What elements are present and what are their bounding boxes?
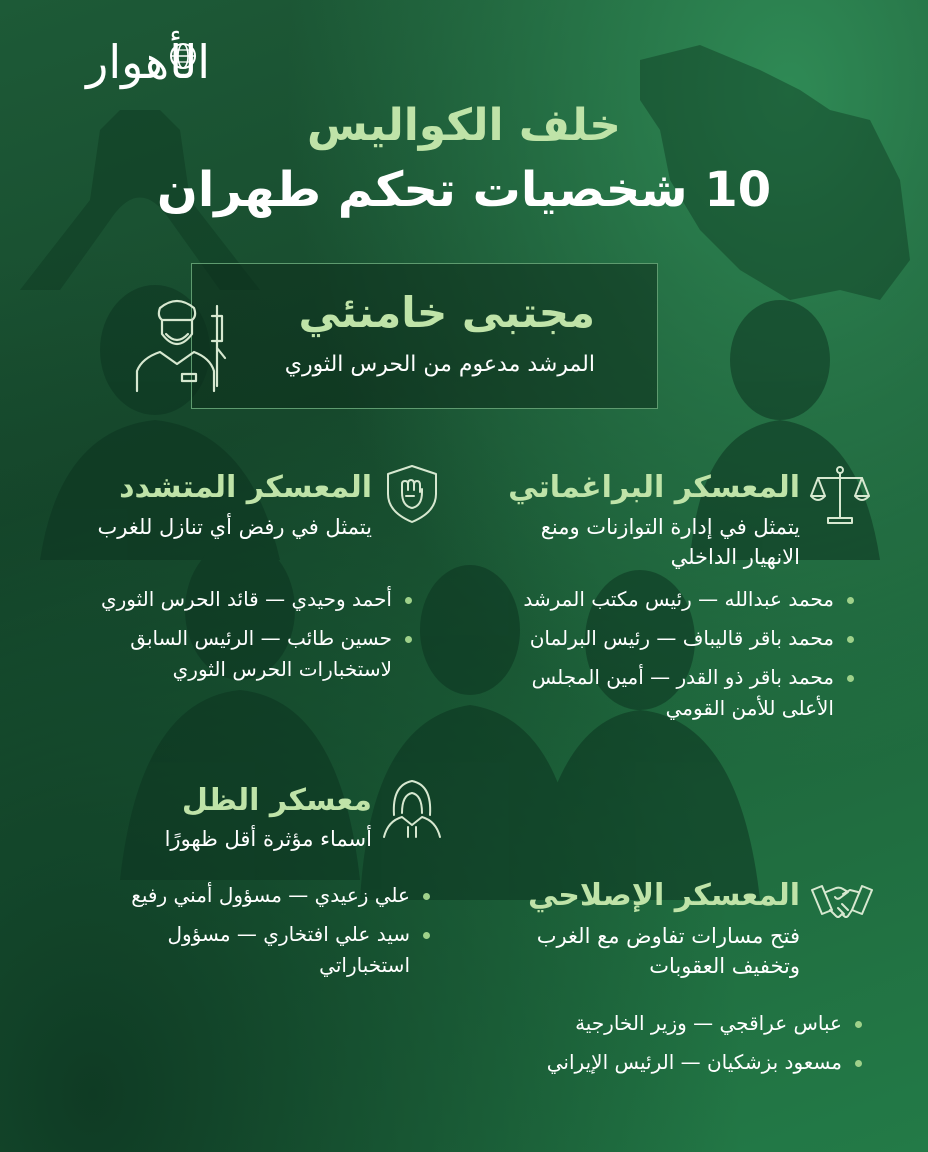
reformist-camp-description: فتح مسارات تفاوض مع الغرب وتخفيف العقوبات: [536, 924, 800, 978]
pragmatic-camp-title: المعسكر البراغماتي: [508, 470, 800, 505]
reformist-members-list: [526, 1008, 866, 1086]
leader-card: [191, 263, 658, 409]
hardline-members-list: [76, 584, 416, 693]
list-item: محمد عبدالله — رئيس مكتب المرشد: [518, 584, 858, 615]
list-item: عباس عراقجي — وزير الخارجية: [526, 1008, 866, 1039]
list-item: محمد باقر قاليباف — رئيس البرلمان: [518, 623, 858, 654]
leader-name: مجتبى خامنئي: [298, 288, 595, 337]
list-item: سيد علي افتخاري — مسؤول استخباراتي: [74, 919, 434, 981]
title-line-1: خلف الكواليس: [307, 100, 621, 151]
hardline-camp-description: يتمثل في رفض أي تنازل للغرب: [97, 515, 372, 539]
reformist-camp-title: المعسكر الإصلاحي: [527, 878, 800, 913]
list-item: مسعود بزشكيان — الرئيس الإيراني: [526, 1047, 866, 1078]
title-line-2: 10 شخصيات تحكم طهران: [156, 162, 772, 218]
hooded-figure-icon: [380, 775, 444, 839]
cleric-soldier-icon: [122, 286, 242, 396]
globe-icon: [168, 41, 198, 71]
logo-text: الأهوار: [86, 35, 210, 89]
list-item: أحمد وحيدي — قائد الحرس الثوري: [76, 584, 416, 615]
list-item: علي زعيدي — مسؤول أمني رفيع: [74, 880, 434, 911]
brand-logo: [40, 30, 210, 94]
shadow-camp-description: أسماء مؤثرة أقل ظهورًا: [164, 827, 372, 851]
handshake-icon: [810, 870, 874, 934]
hardline-camp-title: المعسكر المتشدد: [119, 470, 372, 505]
shadow-members-list: [74, 880, 434, 989]
pragmatic-camp-description: يتمثل في إدارة التوازنات ومنع الانهيار الداخلي: [540, 515, 800, 569]
fist-shield-icon: [380, 462, 444, 526]
pragmatic-members-list: [518, 584, 858, 732]
scales-icon: [808, 462, 872, 526]
shadow-camp-title: معسكر الظل: [181, 783, 372, 818]
list-item: حسين طائب — الرئيس السابق لاستخبارات الحرس الثوري: [76, 623, 416, 685]
list-item: محمد باقر ذو القدر — أمين المجلس الأعلى للأمن القومي: [518, 662, 858, 724]
leader-role: المرشد مدعوم من الحرس الثوري: [284, 352, 595, 377]
